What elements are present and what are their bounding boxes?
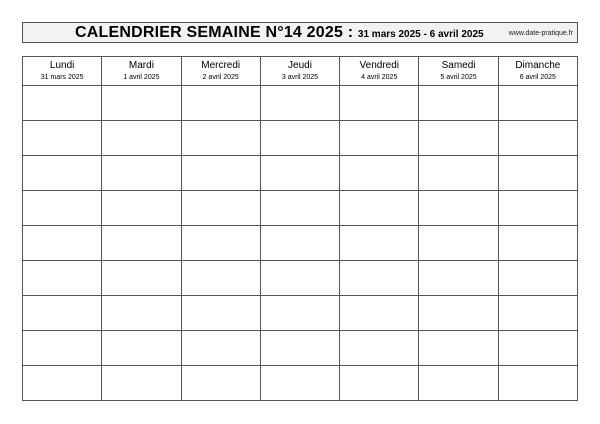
calendar-cell[interactable] xyxy=(260,191,339,226)
day-date: 31 mars 2025 xyxy=(40,74,84,81)
calendar-cell[interactable] xyxy=(102,156,181,191)
day-name: Samedi xyxy=(441,60,476,71)
calendar-cell[interactable] xyxy=(419,86,498,121)
day-header-sunday xyxy=(498,57,577,86)
calendar-cell[interactable] xyxy=(498,331,577,366)
calendar-cell[interactable] xyxy=(498,121,577,156)
day-name: Dimanche xyxy=(515,60,561,71)
calendar-cell[interactable] xyxy=(181,331,260,366)
calendar-cell[interactable] xyxy=(181,296,260,331)
day-date: 3 avril 2025 xyxy=(281,74,319,81)
calendar-cell[interactable] xyxy=(102,296,181,331)
calendar-cell[interactable] xyxy=(260,156,339,191)
calendar-cell[interactable] xyxy=(181,156,260,191)
calendar-cell[interactable] xyxy=(23,261,102,296)
calendar-cell[interactable] xyxy=(181,86,260,121)
calendar-cell[interactable] xyxy=(340,296,419,331)
calendar-row xyxy=(23,331,578,366)
calendar-cell[interactable] xyxy=(419,331,498,366)
calendar-cell[interactable] xyxy=(102,191,181,226)
day-header-friday xyxy=(340,57,419,86)
calendar-row xyxy=(23,156,578,191)
calendar-cell[interactable] xyxy=(419,366,498,401)
calendar-row xyxy=(23,86,578,121)
calendar-cell[interactable] xyxy=(23,366,102,401)
title-bar xyxy=(22,22,578,43)
day-name: Jeudi xyxy=(288,60,312,71)
calendar-cell[interactable] xyxy=(102,331,181,366)
calendar-cell[interactable] xyxy=(498,226,577,261)
calendar-cell[interactable] xyxy=(102,226,181,261)
calendar-cell[interactable] xyxy=(23,86,102,121)
day-date: 4 avril 2025 xyxy=(361,74,398,81)
calendar-cell[interactable] xyxy=(340,366,419,401)
title-main-text: CALENDRIER SEMAINE N°14 2025 : xyxy=(75,24,354,41)
day-header-saturday xyxy=(419,57,498,86)
calendar-cell[interactable] xyxy=(340,156,419,191)
calendar-cell[interactable] xyxy=(23,156,102,191)
calendar-cell[interactable] xyxy=(260,86,339,121)
calendar-cell[interactable] xyxy=(181,366,260,401)
calendar-cell[interactable] xyxy=(419,261,498,296)
calendar-cell[interactable] xyxy=(498,366,577,401)
calendar-row xyxy=(23,296,578,331)
day-name: Mercredi xyxy=(201,60,241,71)
calendar-cell[interactable] xyxy=(23,331,102,366)
calendar-body xyxy=(23,86,578,401)
calendar-row xyxy=(23,366,578,401)
calendar-cell[interactable] xyxy=(102,86,181,121)
day-date: 6 avril 2025 xyxy=(519,74,556,81)
calendar-cell[interactable] xyxy=(419,191,498,226)
calendar-cell[interactable] xyxy=(181,191,260,226)
calendar-row xyxy=(23,261,578,296)
calendar-cell[interactable] xyxy=(260,366,339,401)
title-date-range: 31 mars 2025 - 6 avril 2025 xyxy=(357,29,484,40)
calendar-cell[interactable] xyxy=(23,121,102,156)
calendar-cell[interactable] xyxy=(340,191,419,226)
calendar-cell[interactable] xyxy=(419,226,498,261)
day-name: Lundi xyxy=(49,60,75,71)
day-header-wednesday xyxy=(181,57,260,86)
calendar-cell[interactable] xyxy=(498,156,577,191)
calendar-cell[interactable] xyxy=(498,261,577,296)
day-header-row xyxy=(23,57,578,86)
day-date: 2 avril 2025 xyxy=(202,74,239,81)
calendar-cell[interactable] xyxy=(419,121,498,156)
calendar-cell[interactable] xyxy=(23,296,102,331)
calendar-cell[interactable] xyxy=(181,226,260,261)
calendar-cell[interactable] xyxy=(23,226,102,261)
calendar-row xyxy=(23,121,578,156)
day-name: Mardi xyxy=(128,60,154,71)
calendar-cell[interactable] xyxy=(260,331,339,366)
calendar-cell[interactable] xyxy=(23,191,102,226)
calendar-cell[interactable] xyxy=(260,121,339,156)
calendar-cell[interactable] xyxy=(102,366,181,401)
calendar-cell[interactable] xyxy=(340,86,419,121)
calendar-cell[interactable] xyxy=(260,226,339,261)
calendar-cell[interactable] xyxy=(498,191,577,226)
calendar-cell[interactable] xyxy=(340,331,419,366)
page-title xyxy=(75,24,484,42)
calendar-cell[interactable] xyxy=(419,296,498,331)
calendar-row xyxy=(23,191,578,226)
day-header-monday xyxy=(23,57,102,86)
day-header-thursday xyxy=(260,57,339,86)
calendar-cell[interactable] xyxy=(181,121,260,156)
calendar-row xyxy=(23,226,578,261)
calendar-cell[interactable] xyxy=(102,261,181,296)
calendar-cell[interactable] xyxy=(102,121,181,156)
week-calendar-grid xyxy=(22,56,578,401)
calendar-cell[interactable] xyxy=(498,86,577,121)
website-url: www.date-pratique.fr xyxy=(508,30,573,37)
day-date: 5 avril 2025 xyxy=(440,74,477,81)
calendar-cell[interactable] xyxy=(340,121,419,156)
day-name: Vendredi xyxy=(359,60,399,71)
day-header-tuesday xyxy=(102,57,181,86)
calendar-cell[interactable] xyxy=(419,156,498,191)
day-date: 1 avril 2025 xyxy=(123,74,160,81)
calendar-cell[interactable] xyxy=(340,226,419,261)
calendar-cell[interactable] xyxy=(260,296,339,331)
calendar-cell[interactable] xyxy=(340,261,419,296)
calendar-cell[interactable] xyxy=(498,296,577,331)
calendar-cell[interactable] xyxy=(260,261,339,296)
calendar-cell[interactable] xyxy=(181,261,260,296)
